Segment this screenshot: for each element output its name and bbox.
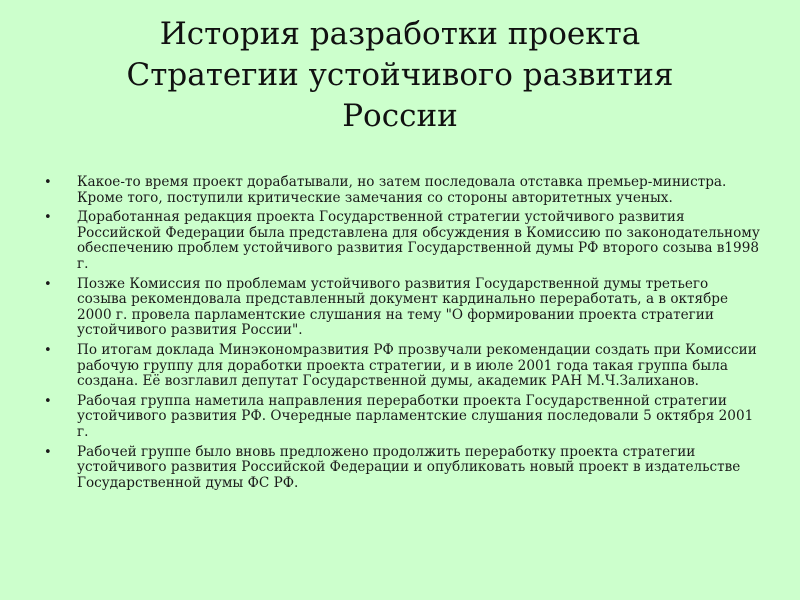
bullet-text: Рабочей группе было вновь предложено продолжить переработку проекта стратегии устойчивого развития Российской Федерации и опубликовать новый проект в издательстве Государственной думы ФС РФ. [77,443,741,491]
bullet-icon: • [44,210,52,226]
bullet-icon: • [44,276,52,292]
bullet-item [40,175,760,206]
bullet-icon: • [44,444,52,460]
bullet-icon: • [44,342,52,358]
title-line-1: История разработки проекта [159,16,641,52]
bullet-text: Позже Комиссия по проблемам устойчивого развития Государственной думы третьего созыва рекомендовала представленный документ кардинально переработать, а в октябре 2000 г. провела парламентские слушания на тему "О формировании проекта стратегии устойчивого развития России". [77,275,729,339]
bullet-item [40,445,760,492]
bullet-item [40,210,760,272]
bullet-icon: • [44,393,52,409]
bullet-item [40,277,760,339]
title-line-3: России [342,98,458,134]
bullet-text: Какое-то время проект дорабатывали, но затем последовала отставка премьер-министра. Кроме того, поступили критические замечания со стороны авторитетных ученых. [77,174,727,206]
bullet-item [40,394,760,441]
bullet-text: Доработанная редакция проекта Государственной стратегии устойчивого развития Российской Федерации была представлена для обсуждения в Комиссию по законодательному обеспечению проблем устойчивого развития Государственной думы РФ второго созыва в1998 г. [77,209,760,272]
bullet-item [40,343,760,390]
title-line-2: Стратегии устойчивого развития [126,57,674,93]
slide-title [40,14,760,137]
bullet-icon: • [44,175,52,190]
bullet-list [40,175,760,495]
bullet-text: Рабочая группа наметила направления переработки проекта Государственной стратегии устойчивого развития РФ. Очередные парламентские слушания последовали 5 октября 2001 г. [77,392,754,440]
bullet-text: По итогам доклада Минэкономразвития РФ прозвучали рекомендации создать при Комиссии рабочую группу для доработки проекта стратегии, и в июле 2001 года такая группа была создана. Её возглавил депутат Государственной думы, академик РАН М.Ч.Залиханов. [77,341,757,390]
